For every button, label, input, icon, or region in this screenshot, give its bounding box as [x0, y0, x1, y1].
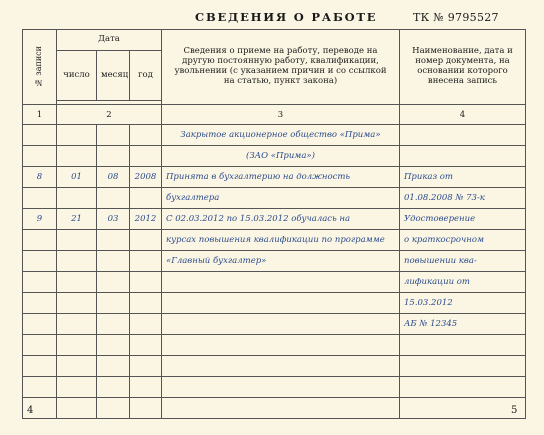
table-row [23, 293, 526, 314]
work-records-table [22, 29, 526, 419]
info-cell [162, 293, 400, 314]
day-cell [57, 335, 97, 356]
record-no-cell [23, 272, 57, 293]
record-no-cell [23, 125, 57, 146]
record-no-cell [23, 188, 57, 209]
year-cell [130, 188, 162, 209]
info-cell: Принята в бухгалтерию на должность [162, 167, 400, 188]
year-cell [130, 230, 162, 251]
record-no-cell [23, 335, 57, 356]
month-cell [97, 335, 130, 356]
page-number-left: 4 [27, 405, 34, 416]
month-cell [97, 272, 130, 293]
doc-cell [400, 125, 526, 146]
table-row [23, 272, 526, 293]
month-cell [97, 356, 130, 377]
record-no-cell [23, 356, 57, 377]
col-number-3: 3 [162, 105, 400, 125]
doc-cell [400, 356, 526, 377]
day-cell [57, 146, 97, 167]
month-cell [97, 188, 130, 209]
info-cell: бухгалтера [162, 188, 400, 209]
header-record-no: № записи [23, 30, 57, 105]
col-number-4: 4 [400, 105, 526, 125]
table-row [23, 356, 526, 377]
year-cell [130, 272, 162, 293]
header-month: месяц [97, 51, 130, 101]
doc-cell: повышении ква- [400, 251, 526, 272]
table-row [23, 125, 526, 146]
month-cell [97, 230, 130, 251]
day-cell [57, 230, 97, 251]
info-cell: Закрытое акционерное общество «Прима» [162, 125, 400, 146]
header-year: год [130, 51, 162, 101]
year-cell: 2008 [130, 167, 162, 188]
table-row [23, 314, 526, 335]
header-day: число [57, 51, 97, 101]
doc-cell: о краткосрочном [400, 230, 526, 251]
record-no-cell [23, 230, 57, 251]
record-no-cell [23, 293, 57, 314]
day-cell [57, 125, 97, 146]
info-cell [162, 356, 400, 377]
year-cell [130, 398, 162, 419]
month-cell: 08 [97, 167, 130, 188]
info-cell: курсах повышения квалификации по программе [162, 230, 400, 251]
day-cell [57, 398, 97, 419]
day-cell [57, 377, 97, 398]
table-row [23, 398, 526, 419]
table-row [23, 251, 526, 272]
year-cell [130, 377, 162, 398]
year-cell [130, 125, 162, 146]
info-cell: «Главный бухгалтер» [162, 251, 400, 272]
month-cell [97, 125, 130, 146]
year-cell [130, 251, 162, 272]
info-cell [162, 272, 400, 293]
page-title: СВЕДЕНИЯ О РАБОТЕ [195, 10, 378, 24]
day-cell [57, 251, 97, 272]
record-no-cell: 9 [23, 209, 57, 230]
year-cell [130, 335, 162, 356]
doc-cell [400, 146, 526, 167]
series-number: ТК № 9795527 [413, 11, 499, 24]
month-cell: 03 [97, 209, 130, 230]
info-cell [162, 377, 400, 398]
info-cell [162, 314, 400, 335]
doc-cell: АБ № 12345 [400, 314, 526, 335]
doc-cell [400, 377, 526, 398]
doc-cell: Приказ от [400, 167, 526, 188]
day-cell [57, 272, 97, 293]
doc-cell: 15.03.2012 [400, 293, 526, 314]
table-row [23, 167, 526, 188]
record-no-cell [23, 251, 57, 272]
table-row [23, 146, 526, 167]
month-cell [97, 251, 130, 272]
month-cell [97, 314, 130, 335]
record-no-cell [23, 377, 57, 398]
year-cell [130, 314, 162, 335]
header-doc: Наименование, дата и номер документа, на основании которого внесена запись [400, 30, 526, 105]
year-cell [130, 293, 162, 314]
day-cell [57, 356, 97, 377]
year-cell [130, 146, 162, 167]
doc-cell: лификации от [400, 272, 526, 293]
info-cell [162, 335, 400, 356]
month-cell [97, 293, 130, 314]
year-cell [130, 356, 162, 377]
doc-cell [400, 335, 526, 356]
month-cell [97, 146, 130, 167]
doc-cell [400, 398, 526, 419]
day-cell [57, 188, 97, 209]
month-cell [97, 377, 130, 398]
table-row [23, 188, 526, 209]
header-row-date [23, 30, 526, 51]
info-cell: (ЗАО «Прима») [162, 146, 400, 167]
year-cell: 2012 [130, 209, 162, 230]
col-number-1: 1 [23, 105, 57, 125]
doc-cell: 01.08.2008 № 73-к [400, 188, 526, 209]
col-number-2: 2 [57, 105, 162, 125]
page-number-right: 5 [511, 405, 518, 416]
day-cell [57, 293, 97, 314]
info-cell: С 02.03.2012 по 15.03.2012 обучалась на [162, 209, 400, 230]
table-row [23, 377, 526, 398]
info-cell [162, 398, 400, 419]
day-cell [57, 314, 97, 335]
table-row [23, 230, 526, 251]
record-no-cell [23, 314, 57, 335]
column-numbers-row [23, 105, 526, 125]
doc-cell: Удостоверение [400, 209, 526, 230]
day-cell: 01 [57, 167, 97, 188]
day-cell: 21 [57, 209, 97, 230]
table-row [23, 209, 526, 230]
month-cell [97, 398, 130, 419]
record-no-cell [23, 146, 57, 167]
header-date: Дата [57, 30, 162, 51]
table-row [23, 335, 526, 356]
record-no-cell: 8 [23, 167, 57, 188]
header-info: Сведения о приеме на работу, переводе на другую постоянную работу, квалификации, увольнении (с указанием причин и со ссылкой на статью, пункт закона) [162, 30, 400, 105]
